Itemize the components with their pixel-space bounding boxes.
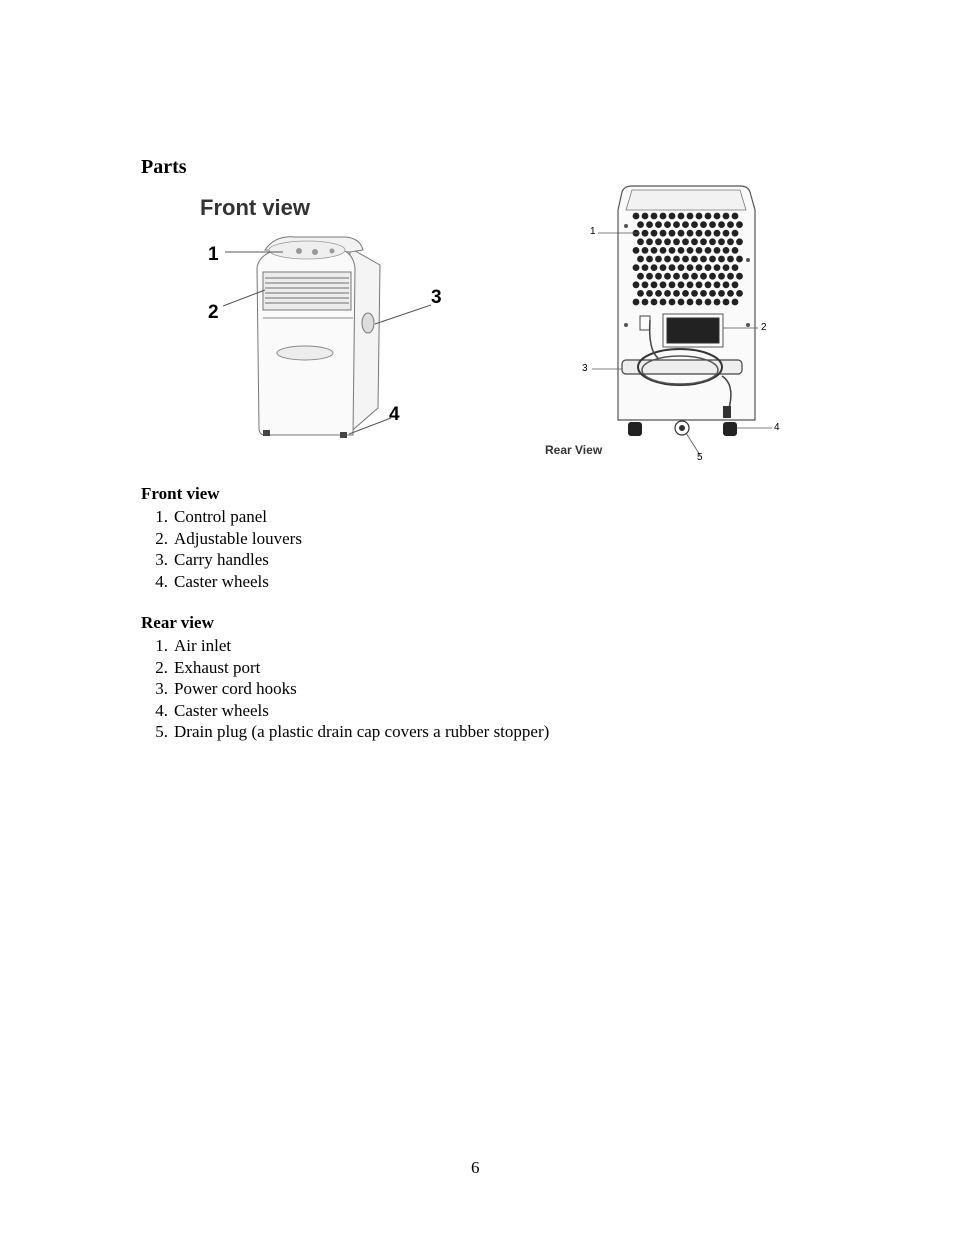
front-callout-2: 2 bbox=[208, 302, 219, 323]
list-item: 2. Adjustable louvers bbox=[155, 528, 302, 548]
list-item: 4. Caster wheels bbox=[155, 571, 269, 591]
list-item: 5. Drain plug (a plastic drain cap covers a rubber stopper) bbox=[155, 722, 550, 741]
front-view-title: Front view bbox=[141, 484, 220, 503]
rear-figure-caption: Rear View bbox=[545, 443, 603, 457]
rear-callout-3: 3 bbox=[582, 363, 588, 374]
list-item: 2. Exhaust port bbox=[155, 657, 261, 677]
rear-view-title: Rear view bbox=[141, 613, 214, 632]
front-figure-caption: Front view bbox=[200, 195, 311, 220]
rear-callout-5: 5 bbox=[697, 452, 703, 463]
front-callout-3: 3 bbox=[431, 287, 442, 308]
rear-view-list bbox=[141, 635, 549, 743]
front-view-illustration bbox=[195, 190, 455, 450]
list-item: 3. Power cord hooks bbox=[155, 679, 297, 698]
list-item: 3. Carry handles bbox=[155, 550, 269, 569]
list-item: 1. Control panel bbox=[155, 507, 268, 526]
rear-callout-2: 2 bbox=[761, 322, 767, 333]
rear-view-figure bbox=[540, 180, 800, 470]
front-callout-4: 4 bbox=[389, 404, 400, 425]
list-item: 4. Caster wheels bbox=[155, 700, 269, 720]
section-title: Parts bbox=[141, 156, 187, 178]
front-callout-1: 1 bbox=[208, 244, 219, 265]
rear-callout-4: 4 bbox=[774, 422, 780, 433]
front-view-list bbox=[141, 506, 302, 592]
list-item: 1. Air inlet bbox=[155, 636, 232, 655]
page-number: 6 bbox=[471, 1158, 480, 1177]
front-view-figure bbox=[195, 190, 455, 450]
rear-callout-1: 1 bbox=[590, 226, 596, 237]
